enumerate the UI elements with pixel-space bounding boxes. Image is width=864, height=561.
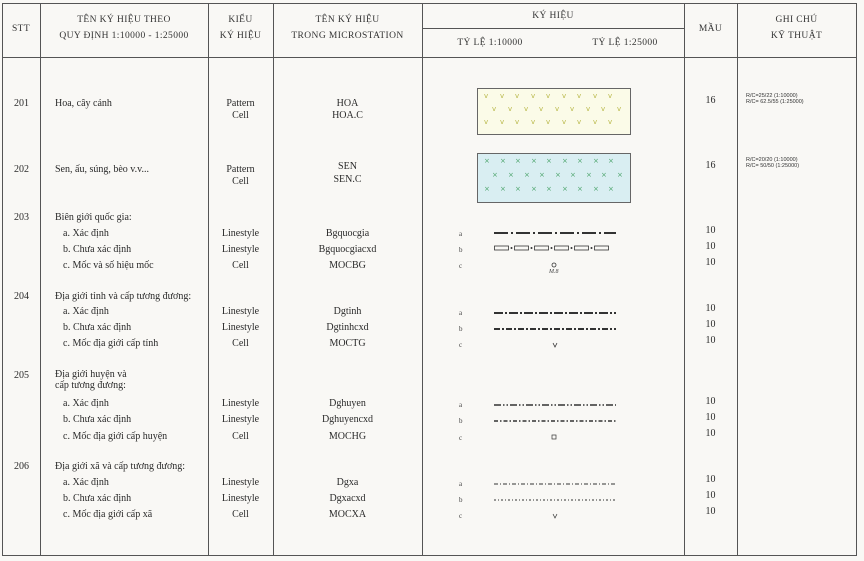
pattern-hoa-mark: v <box>593 118 598 126</box>
group-204-item-a-type: Linestyle <box>221 306 260 317</box>
group-203-item-b-type: Linestyle <box>221 244 260 255</box>
row-201-name: Hoa, cây cảnh <box>55 98 112 109</box>
group-206-stt: 206 <box>14 461 29 472</box>
row-202-stt: 202 <box>14 164 29 175</box>
header-bottom-border <box>2 57 857 58</box>
group-206-item-a-color: 10 <box>705 474 716 485</box>
pattern-hoa-mark: v <box>500 92 505 100</box>
pattern-sen-mark: × <box>508 171 514 179</box>
pattern-sen-mark: × <box>601 171 607 179</box>
pattern-sen-mark: × <box>531 157 537 165</box>
col-divider-name <box>208 3 209 556</box>
pattern-sen-mark: × <box>586 171 592 179</box>
pattern-sen-mark: × <box>555 171 561 179</box>
pattern-hoa-mark: v <box>508 105 513 113</box>
pattern-hoa-mark: v <box>484 118 489 126</box>
group-205-item-a-type: Linestyle <box>221 398 260 409</box>
pattern-sen-mark: × <box>524 171 530 179</box>
pattern-hoa-mark: v <box>546 92 551 100</box>
group-203-item-b-letter: b <box>459 246 463 254</box>
pattern-hoa-mark: v <box>492 105 497 113</box>
group-206-item-c-label: c. Mốc địa giới cấp xã <box>63 509 153 520</box>
row-201-note-line1: R/C=25/22 (1:10000) <box>746 93 798 99</box>
group-204-item-a-label: a. Xác định <box>63 306 109 317</box>
pattern-hoa-swatch <box>477 88 631 135</box>
pattern-hoa-mark: v <box>555 105 560 113</box>
header-color: MẦU <box>698 24 723 34</box>
group-203-item-a-letter: a <box>459 230 463 238</box>
group-203-item-c-label: c. Mốc và số hiệu mốc <box>63 260 154 271</box>
group-206-item-b-type: Linestyle <box>221 493 260 504</box>
header-ms-line1: TÊN KÝ HIỆU <box>315 15 380 25</box>
row-201-type-line2: Cell <box>232 110 249 121</box>
group-203-title: Biên giới quốc gia: <box>55 212 132 223</box>
pattern-hoa-mark: v <box>539 105 544 113</box>
header-scale-10000: TỶ LỆ 1:10000 <box>457 38 523 48</box>
col-divider-stt <box>40 3 41 556</box>
group-203-stt: 203 <box>14 212 29 223</box>
pattern-hoa-mark: v <box>562 118 567 126</box>
linestyle-dgxa-symbol <box>494 481 616 487</box>
mochg-marker-symbol <box>551 434 557 440</box>
group-206-item-c-ms: MOCXA <box>328 509 367 520</box>
pattern-hoa-mark: v <box>524 105 529 113</box>
pattern-sen-mark: × <box>577 185 583 193</box>
linestyle-bgquocgiacxd-symbol <box>494 245 616 252</box>
pattern-hoa-mark: v <box>515 92 520 100</box>
pattern-sen-mark: × <box>484 185 490 193</box>
group-206-item-c-color: 10 <box>705 506 716 517</box>
mocbg-marker-symbol <box>550 261 558 269</box>
group-206-item-a-type: Linestyle <box>221 477 260 488</box>
row-202-note-line1: R/C=20/20 (1:10000) <box>746 157 798 163</box>
group-205-item-a-ms: Dghuyen <box>329 398 366 409</box>
pattern-sen-swatch <box>477 153 631 203</box>
pattern-hoa-mark: v <box>586 105 591 113</box>
group-206-item-b-ms: Dgxacxd <box>329 493 366 504</box>
group-203-item-a-label: a. Xác định <box>63 228 109 239</box>
group-204-item-c-letter: c <box>459 341 463 349</box>
pattern-hoa-mark: v <box>577 118 582 126</box>
col-divider-color <box>737 3 738 556</box>
pattern-hoa-mark: v <box>562 92 567 100</box>
linestyle-dgtinh-symbol <box>494 310 616 316</box>
row-201-stt: 201 <box>14 98 29 109</box>
pattern-hoa-mark: v <box>593 92 598 100</box>
group-203-item-a-type: Linestyle <box>221 228 260 239</box>
group-204-item-b-type: Linestyle <box>221 322 260 333</box>
pattern-sen-mark: × <box>608 157 614 165</box>
group-206-item-a-letter: a <box>459 480 463 488</box>
header-type-line1: KIỂU <box>228 15 253 25</box>
pattern-sen-mark: × <box>492 171 498 179</box>
row-202-ms-line2: SEN.C <box>333 174 362 185</box>
pattern-sen-mark: × <box>546 157 552 165</box>
group-205-item-b-ms: Dghuyencxd <box>321 414 374 425</box>
linestyle-dgtinhcxd-symbol <box>494 326 616 332</box>
group-204-item-b-color: 10 <box>705 319 716 330</box>
pattern-hoa-mark: v <box>531 92 536 100</box>
pattern-hoa-mark: v <box>570 105 575 113</box>
row-201-color: 16 <box>705 95 716 106</box>
pattern-hoa-mark: v <box>531 118 536 126</box>
group-204-item-c-color: 10 <box>705 335 716 346</box>
linestyle-dghuyencxd-symbol <box>494 418 616 424</box>
row-201-ms-line2: HOA.C <box>332 110 363 121</box>
group-206-item-a-ms: Dgxa <box>336 477 359 488</box>
header-name-line2: QUY ĐỊNH 1:10000 - 1:25000 <box>59 31 189 41</box>
group-204-item-c-ms: MOCTG <box>329 338 366 349</box>
row-202-type-line2: Cell <box>232 176 249 187</box>
pattern-hoa-mark: v <box>608 92 613 100</box>
group-203-item-c-color: 10 <box>705 257 716 268</box>
pattern-sen-mark: × <box>608 185 614 193</box>
group-204-item-a-ms: Dgtinh <box>333 306 362 317</box>
pattern-sen-mark: × <box>617 171 623 179</box>
row-201-ms-line1: HOA <box>336 98 359 109</box>
mocbg-marker-label: M.8 <box>549 269 559 275</box>
group-203-item-b-label: b. Chưa xác định <box>63 244 132 255</box>
moctg-marker-symbol <box>552 342 558 348</box>
col-divider-type <box>273 3 274 556</box>
group-205-item-b-label: b. Chưa xác định <box>63 414 132 425</box>
pattern-sen-mark: × <box>531 185 537 193</box>
pattern-sen-mark: × <box>500 185 506 193</box>
row-201-note-line2: R/C= 62.5/55 (1:25000) <box>746 99 804 105</box>
row-202-type-line1: Pattern <box>226 164 255 175</box>
linestyle-dghuyen-symbol <box>494 402 616 408</box>
header-note-line2: KỸ THUẬT <box>770 31 823 41</box>
pattern-hoa-mark: v <box>484 92 489 100</box>
group-205-item-c-color: 10 <box>705 428 716 439</box>
col-divider-ms <box>422 3 423 556</box>
group-205-item-c-type: Cell <box>232 431 249 442</box>
pattern-sen-mark: × <box>515 157 521 165</box>
group-206-item-a-label: a. Xác định <box>63 477 109 488</box>
group-206-title: Địa giới xã và cấp tương đương: <box>55 461 186 472</box>
group-203-item-c-letter: c <box>459 262 463 270</box>
pattern-sen-mark: × <box>570 171 576 179</box>
row-202-note-line2: R/C= 50/50 (1:25000) <box>746 163 800 169</box>
group-205-item-a-color: 10 <box>705 396 716 407</box>
table-left-border <box>2 3 3 556</box>
pattern-sen-mark: × <box>500 157 506 165</box>
pattern-sen-mark: × <box>593 185 599 193</box>
pattern-hoa-mark: v <box>608 118 613 126</box>
linestyle-dgxacxd-symbol <box>494 497 616 503</box>
header-type-line2: KÝ HIỆU <box>219 31 262 41</box>
pattern-hoa-mark: v <box>500 118 505 126</box>
pattern-hoa-mark: v <box>546 118 551 126</box>
group-205-item-b-color: 10 <box>705 412 716 423</box>
group-203-item-b-ms: Bgquocgiacxd <box>318 244 377 255</box>
header-note-line1: GHI CHÚ <box>775 15 818 25</box>
group-206-item-c-letter: c <box>459 512 463 520</box>
pattern-hoa-mark: v <box>617 105 622 113</box>
pattern-sen-mark: × <box>562 157 568 165</box>
pattern-sen-mark: × <box>546 185 552 193</box>
pattern-sen-mark: × <box>539 171 545 179</box>
group-205-item-b-letter: b <box>459 417 463 425</box>
group-204-item-b-letter: b <box>459 325 463 333</box>
group-203-item-a-ms: Bgquocgia <box>325 228 370 239</box>
table-top-border <box>2 3 857 4</box>
group-204-item-c-label: c. Mốc địa giới cấp tỉnh <box>63 338 159 349</box>
group-205-item-b-type: Linestyle <box>221 414 260 425</box>
group-204-item-c-type: Cell <box>232 338 249 349</box>
group-205-item-a-letter: a <box>459 401 463 409</box>
header-name-line1: TÊN KÝ HIỆU THEO <box>77 15 171 25</box>
group-206-item-b-letter: b <box>459 496 463 504</box>
group-204-title: Địa giới tỉnh và cấp tương đương: <box>55 291 192 302</box>
pattern-sen-mark: × <box>593 157 599 165</box>
row-202-ms-line1: SEN <box>338 161 357 172</box>
pattern-hoa-mark: v <box>515 118 520 126</box>
table-right-border <box>856 3 857 556</box>
pattern-sen-mark: × <box>515 185 521 193</box>
group-203-item-a-color: 10 <box>705 225 716 236</box>
group-204-item-b-label: b. Chưa xác định <box>63 322 132 333</box>
header-ms-line2: TRONG MICROSTATION <box>291 31 404 41</box>
ky-hieu-sub-divider <box>422 28 684 29</box>
pattern-sen-mark: × <box>484 157 490 165</box>
pattern-sen-mark: × <box>562 185 568 193</box>
mocxa-marker-symbol <box>552 513 558 519</box>
group-203-item-b-color: 10 <box>705 241 716 252</box>
group-206-item-b-color: 10 <box>705 490 716 501</box>
row-202-name: Sen, ấu, súng, bèo v.v... <box>55 164 149 175</box>
linestyle-bgquocgia-symbol <box>494 230 616 236</box>
pattern-hoa-mark: v <box>577 92 582 100</box>
group-206-item-b-label: b. Chưa xác định <box>63 493 132 504</box>
pattern-sen-mark: × <box>577 157 583 165</box>
header-scale-25000: TỶ LỆ 1:25000 <box>592 38 658 48</box>
group-203-item-c-type: Cell <box>232 260 249 271</box>
group-204-stt: 204 <box>14 291 29 302</box>
group-203-item-c-ms: MOCBG <box>329 260 366 271</box>
group-205-item-c-label: c. Mốc địa giới cấp huyện <box>63 431 168 442</box>
group-205-title-line1: Địa giới huyện và <box>55 369 127 380</box>
table-bottom-border <box>2 555 857 556</box>
group-205-title-line2: cấp tương đương: <box>55 380 126 391</box>
group-204-item-a-color: 10 <box>705 303 716 314</box>
row-201-type-line1: Pattern <box>226 98 255 109</box>
header-symbol: KÝ HIỆU <box>532 11 574 21</box>
group-205-item-a-label: a. Xác định <box>63 398 109 409</box>
group-206-item-c-type: Cell <box>232 509 249 520</box>
group-204-item-b-ms: Dgtinhcxd <box>326 322 369 333</box>
header-stt: STT <box>11 24 31 34</box>
group-205-item-c-letter: c <box>459 434 463 442</box>
row-202-color: 16 <box>705 160 716 171</box>
group-204-item-a-letter: a <box>459 309 463 317</box>
pattern-hoa-mark: v <box>601 105 606 113</box>
group-205-stt: 205 <box>14 370 29 381</box>
group-205-item-c-ms: MOCHG <box>328 431 367 442</box>
